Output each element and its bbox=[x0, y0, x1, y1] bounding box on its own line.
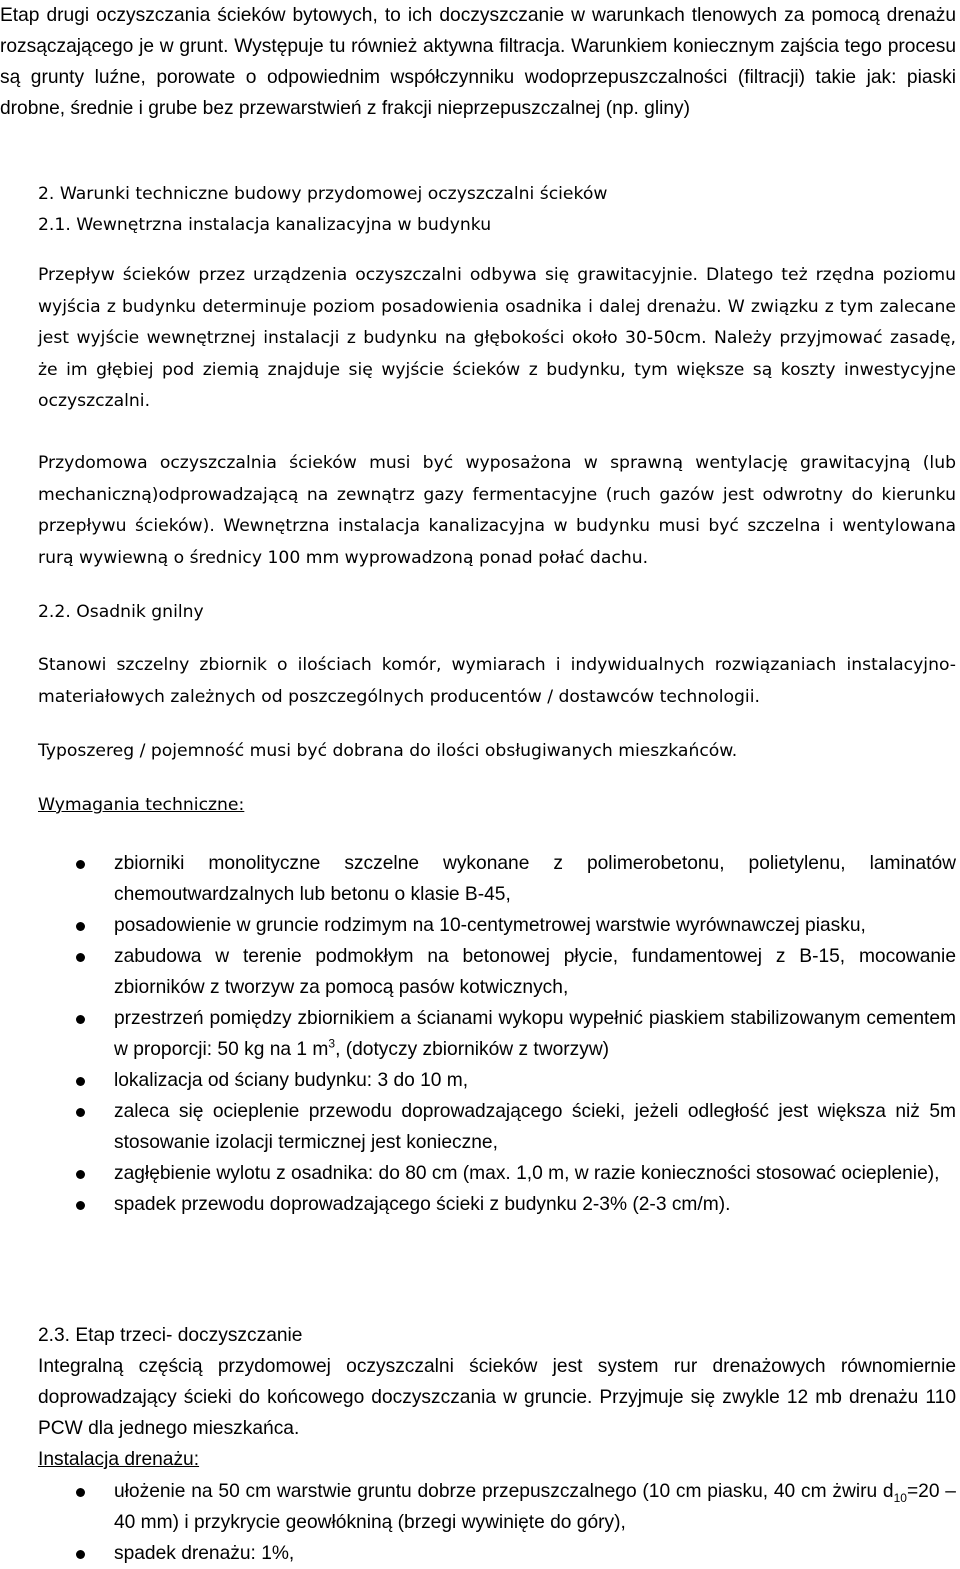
bullet-icon bbox=[76, 1077, 85, 1086]
list-item: posadowienie w gruncie rodzimym na 10-centymetrowej warstwie wyrównawczej piasku, bbox=[0, 910, 958, 941]
paragraph-2-1-a: Przepływ ścieków przez urządzenia oczyszczalni odbywa się grawitacyjnie. Dlatego też rzędna poziomu wyjścia z budynku determinuje poziom posadowienia osadnika i dalej drenażu. W związku z tym zalecane jest wyjście wewnętrznej instalacji z budynku na głębokości około 30-50cm. Należy przyjmować zasadę, że im głębiej pod ziemią znajduje się wyjście ścieków z budynku, tym większe są koszty inwestycyjne oczyszczalni. bbox=[38, 265, 956, 411]
paragraph-2-3: Integralną częścią przydomowej oczyszczalni ścieków jest system rur drenażowych równomiernie doprowadzający ścieki do końcowego doczyszczania w gruncie. Przyjmuje się zwykle 12 mb drenażu 110 PCW dla jednego mieszkańca. bbox=[38, 1356, 956, 1439]
paragraph-2-2-a: Stanowi szczelny zbiornik o ilościach komór, wymiarach i indywidualnych rozwiązaniach instalacyjno-materiałowych zależnych od poszczególnych producentów / dostawców technologii. bbox=[38, 655, 956, 707]
list-item: spadek przewodu doprowadzającego ścieki z budynku 2-3% (2-3 cm/m). bbox=[0, 1189, 958, 1220]
list-item: zagłębienie wylotu z osadnika: do 80 cm (max. 1,0 m, w razie konieczności stosować ocieplenie), bbox=[0, 1158, 958, 1189]
drainage-heading: Instalacja drenażu: bbox=[38, 1449, 200, 1470]
bullet-icon bbox=[76, 1488, 85, 1497]
requirements-list bbox=[0, 848, 958, 1220]
paragraph-2-2-b: Typoszereg / pojemność musi być dobrana do ilości obsługiwanych mieszkańców. bbox=[38, 741, 738, 761]
list-item: zabudowa w terenie podmokłym na betonowej płycie, fundamentowej z B-15, mocowanie zbiorników z tworzyw za pomocą pasów kotwicznych, bbox=[0, 941, 958, 1003]
list-item: ułożenie na 50 cm warstwie gruntu dobrze przepuszczalnego (10 cm piasku, 40 cm żwiru $d_{10}=20$ –40 mm) i przykrycie geowłókniną (brzegi wywinięte do góry), bbox=[0, 1476, 958, 1538]
heading-2: 2. Warunki techniczne budowy przydomowej oczyszczalni ścieków bbox=[38, 184, 608, 204]
bullet-icon bbox=[76, 1550, 85, 1559]
list-item: lokalizacja od ściany budynku: 3 do 10 m, bbox=[0, 1065, 958, 1096]
drainage-list bbox=[0, 1476, 958, 1569]
list-item: spadek drenażu: 1%, bbox=[0, 1538, 958, 1569]
requirements-heading: Wymagania techniczne: bbox=[38, 795, 245, 815]
heading-2-2: 2.2. Osadnik gnilny bbox=[38, 602, 204, 622]
superscript: 3 bbox=[328, 1036, 336, 1051]
intro-paragraph: Etap drugi oczyszczania ścieków bytowych, to ich doczyszczanie w warunkach tlenowych za pomocą drenażu rozsączającego je w grunt. Występuje tu również aktywna filtracja. Warunkiem koniecznym zajścia tego procesu są grunty luźne, porowate o odpowiednim współczynniku wodoprzepuszczalności (filtracji) takie jak: piaski drobne, średnie i grube bez przewarstwień z frakcji nieprzepuszczalnej (np. gliny) bbox=[0, 5, 956, 119]
bullet-icon bbox=[76, 922, 85, 931]
subscript: 10 bbox=[893, 1490, 907, 1505]
list-item: zbiorniki monolityczne szczelne wykonane z polimerobetonu, polietylenu, laminatów chemoutwardzalnych lub betonu o klasie B-45, bbox=[0, 848, 958, 910]
list-item: przestrzeń pomiędzy zbiornikiem a ścianami wykopu wypełnić piaskiem stabilizowanym cementem w proporcji: 50 kg na 1 $m^3$, (dotyczy zbiorników z tworzyw) bbox=[0, 1003, 958, 1065]
bullet-icon bbox=[76, 1201, 85, 1210]
bullet-icon bbox=[76, 953, 85, 962]
list-item: zaleca się ocieplenie przewodu doprowadzającego ścieki, jeżeli odległość jest większa niż 5m stosowanie izolacji termicznej jest konieczne, bbox=[0, 1096, 958, 1158]
bullet-icon bbox=[76, 1015, 85, 1024]
bullet-icon bbox=[76, 860, 85, 869]
paragraph-2-1-b: Przydomowa oczyszczalnia ścieków musi być wyposażona w sprawną wentylację grawitacyjną (lub mechaniczną)odprowadzającą na zewnątrz gazy fermentacyjne (ruch gazów jest odwrotny do kierunku przepływu ścieków). Wewnętrzna instalacja kanalizacyjna w budynku musi być szczelna i wentylowana rurą wywiewną o średnicy 100 mm wyprowadzoną ponad połać dachu. bbox=[38, 453, 956, 568]
bullet-icon bbox=[76, 1108, 85, 1117]
heading-2-1: 2.1. Wewnętrzna instalacja kanalizacyjna w budynku bbox=[38, 215, 492, 235]
bullet-icon bbox=[76, 1170, 85, 1179]
heading-2-3: 2.3. Etap trzeci- doczyszczanie bbox=[38, 1325, 303, 1346]
